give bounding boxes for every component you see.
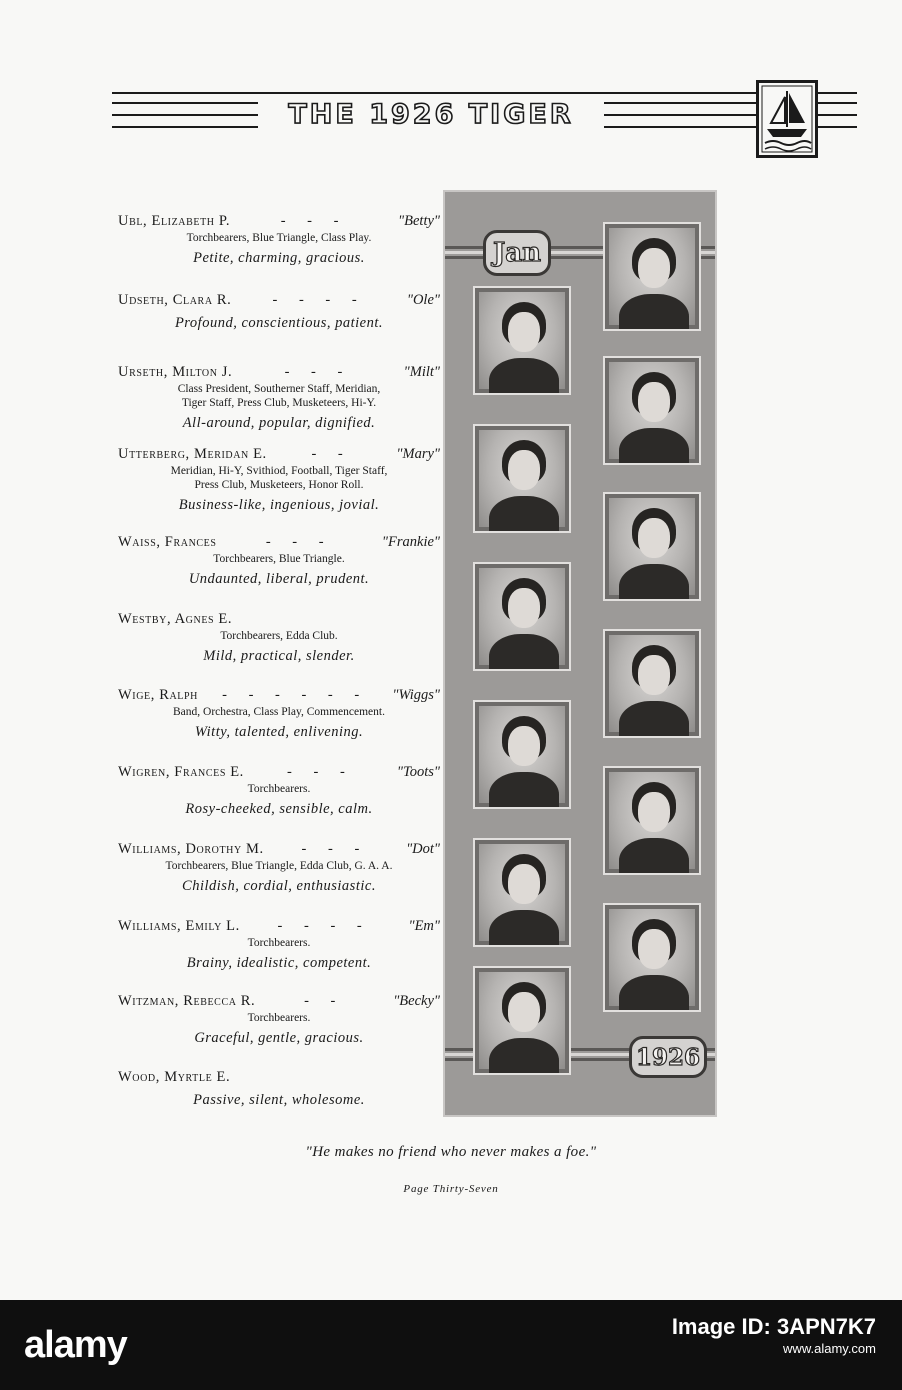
student-entry [118,1068,440,1109]
student-name: Utterberg, Meridan E. [118,446,267,462]
student-nickname: "Em" [408,918,440,934]
student-nickname: "Betty" [398,213,440,229]
student-activities: Torchbearers. [247,783,311,795]
student-entry: Urseth, Milton J. - - - "Milt" Class President, Southerner Staff, Meridian, Tiger Staff, Press Club, Musketeers, Hi-Y. All-around, popular, dignified. [118,364,440,431]
student-name: Wige, Ralph [118,687,198,703]
image-id: Image ID: 3APN7K7 [671,1314,876,1339]
student-photo [473,838,571,947]
page-title [258,96,604,132]
page-quote: "He makes no friend who never makes a foe." [305,1144,597,1160]
student-traits: Undaunted, liberal, prudent. [188,571,370,587]
student-name: Ubl, Elizabeth P. [118,213,231,229]
student-photo [473,424,571,533]
month-label: Jan [492,238,542,268]
student-name: Witzman, Rebecca R. [118,993,256,1009]
student-name: Wigren, Frances E. [118,764,244,780]
student-activities: Press Club, Musketeers, Honor Roll. [194,479,364,491]
student-photo [603,629,701,738]
stock-banner [0,1300,902,1390]
year-badge [629,1036,707,1078]
student-entry [118,610,440,665]
student-nickname: "Toots" [396,764,440,780]
student-photo [473,286,571,395]
student-name: Urseth, Milton J. [118,364,233,380]
page-number: Page Thirty-Seven [403,1183,499,1195]
student-nickname: "Dot" [406,841,440,857]
student-photo [603,766,701,875]
site-url: www.alamy.com [783,1341,876,1356]
student-nickname: "Frankie" [381,534,440,550]
student-traits: Business-like, ingenious, jovial. [178,497,380,513]
student-traits: Petite, charming, gracious. [193,250,365,266]
student-entry: Williams, Dorothy M. - - - "Dot" Torchbearers, Blue Triangle, Edda Club, G. A. A. Childish, cordial, enthusiastic. [118,841,440,894]
student-entry: Williams, Emily L. - - - - "Em" Torchbearers. Brainy, idealistic, competent. [118,918,440,971]
student-traits: Witty, talented, enlivening. [194,724,364,740]
month-badge [483,230,551,276]
student-activities: Torchbearers, Blue Triangle. [213,553,345,565]
student-photo [473,562,571,671]
student-photo [603,492,701,601]
student-photo [603,222,701,331]
year-label: 1926 [635,1043,700,1071]
student-activities: Torchbearers. [247,1012,311,1024]
student-nickname: "Wiggs" [392,687,440,703]
student-photo [473,700,571,809]
student-activities: Band, Orchestra, Class Play, Commencement. [173,706,385,718]
student-entry: Wige, Ralph - - - - - - "Wiggs" Band, Orchestra, Class Play, Commencement. Witty, talented, enlivening. [118,687,440,740]
student-entry: Udseth, Clara R. - - - - "Ole" Profound, conscientious, patient. [118,292,440,331]
student-name: Williams, Emily L. [118,918,240,934]
student-traits: Mild, practical, slender. [203,648,355,664]
student-traits: All-around, popular, dignified. [182,415,376,431]
student-activities: Torchbearers, Blue Triangle, Edda Club, G. A. A. [165,860,393,872]
student-photo [603,356,701,465]
image-id-block [672,1316,876,1360]
student-activities: Tiger Staff, Press Club, Musketeers, Hi-Y. [181,397,377,409]
student-activities: Class President, Southerner Staff, Meridian, [177,383,381,395]
student-entry: Utterberg, Meridan E. - - "Mary" Meridian, Hi-Y, Svithiod, Football, Tiger Staff, Press Club, Musketeers, Honor Roll. Business-like, ingenious, jovial. [118,446,440,513]
photo-panel [443,190,717,1117]
student-entry: Wigren, Frances E. - - - "Toots" Torchbearers. Rosy-cheeked, sensible, calm. [118,764,440,817]
student-entry: Witzman, Rebecca R. - - "Becky" Torchbearers. Graceful, gentle, gracious. [118,993,440,1046]
student-activities: Torchbearers, Blue Triangle, Class Play. [186,232,372,244]
student-traits: Rosy-cheeked, sensible, calm. [185,801,373,817]
student-name: Williams, Dorothy M. [118,841,264,857]
student-traits: Graceful, gentle, gracious. [194,1030,364,1046]
student-name: Westby, Agnes E. [118,611,233,627]
student-activities: Torchbearers. [247,937,311,949]
student-nickname: "Mary" [396,446,440,462]
ship-emblem-icon [756,80,818,158]
student-photo [473,966,571,1075]
student-photo [603,903,701,1012]
student-name: Udseth, Clara R. [118,292,232,308]
student-name: Waiss, Frances [118,534,217,550]
student-nickname: "Milt" [403,364,440,380]
student-nickname: "Ole" [406,292,440,308]
student-entry: Ubl, Elizabeth P. - - - "Betty" Torchbearers, Blue Triangle, Class Play. Petite, charming, gracious. [118,213,440,266]
student-name: Wood, Myrtle E. [118,1069,231,1085]
student-entry: Waiss, Frances - - - "Frankie" Torchbearers, Blue Triangle. Undaunted, liberal, prudent. [118,534,440,587]
student-traits: Brainy, idealistic, competent. [186,955,372,971]
student-nickname: "Becky" [393,993,440,1009]
alamy-logo: alamy [24,1324,127,1366]
student-traits: Passive, silent, wholesome. [193,1092,365,1108]
student-activities: Torchbearers, Edda Club. [220,630,338,642]
student-traits: Profound, conscientious, patient. [174,315,384,331]
page-title-text: THE 1926 TIGER [288,98,574,130]
student-traits: Childish, cordial, enthusiastic. [182,878,376,894]
student-activities: Meridian, Hi-Y, Svithiod, Football, Tiger Staff, [170,465,388,477]
